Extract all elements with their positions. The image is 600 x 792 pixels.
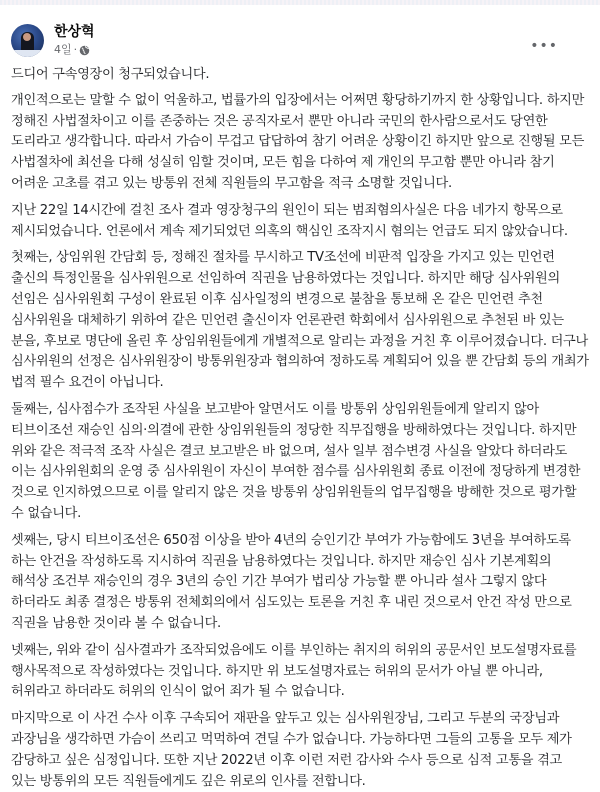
globe-icon[interactable] bbox=[79, 45, 90, 56]
post-headline: 드디어 구속영장이 청구되었습니다. bbox=[11, 67, 210, 82]
post-subline bbox=[54, 43, 95, 57]
facebook-post bbox=[0, 15, 600, 792]
top-border bbox=[0, 0, 600, 5]
post-paragraph: 마지막으로 이 사건 수사 이후 구속되어 재판을 앞두고 있는 심사위원장님, 그리고 두분의 국장님과 과장님을 생각하면 가슴이 쓰리고 먹먹하여 견딜 수가 없습니다. 가능하다면 그들의 고통을 모두 제가 감당하고 싶은 심정입니다. 또한 지난 2022년 이후 이런 저런 감사와 수사 등으로 심적 고통을 겪고 있는 방통위의 모든 직원들에게도 깊은 위로의 인사를 전합니다. bbox=[11, 711, 572, 789]
separator-dot: · bbox=[73, 43, 78, 56]
post-timestamp[interactable]: 4일 bbox=[54, 43, 72, 56]
post-paragraph: 개인적으로는 말할 수 없이 억울하고, 법률가의 입장에서는 어쩌면 황당하기까지 한 상황입니다. 하지만 정해진 사법절차이고 이를 존중하는 것은 공직자로서 뿐만 아니라 국민의 한사람으로서도 당연한 도리라고 생각합니다. 따라서 가슴이 무겁고 답답하여 참기 어려운 상황이긴 하지만 앞으로 진행될 모든 사법절차에 최선을 다해 성실히 임할 것이며, 모든 힘을 다하여 제 개인의 무고함 뿐만 아니라 참기 어려운 고초를 겪고 있는 방통위 전체 직원들의 무고함을 적극 소명할 것입니다. bbox=[11, 92, 585, 191]
post-paragraph: 첫째는, 상임위원 간담회 등, 정해진 절차를 무시하고 TV조선에 비판적 입장을 가지고 있는 민언련 출신의 특정인물을 심사위원으로 선임하여 직권을 남용하였다는 것입니다. 하지만 해당 심사위원의 선임은 심사위원회 구성이 완료된 이후 심사일정의 변경으로 불참을 통보해 온 같은 민언련 추천 심사위원을 대체하기 위하여 같은 민언련 출신이자 언론관련 학회에서 심사위원으로 추천된 바 있는 분을, 후보로 명단에 올린 후 상임위원들에게 개별적으로 알리는 과정을 거친 후 이루어졌습니다. 더구나 심사위원의 선정은 심사위원장이 방통위원장과 협의하여 정하도록 계획되어 있을 뿐 간담회 등의 개최가 법적 필수 요건이 아닙니다. bbox=[11, 250, 589, 391]
more-options-icon[interactable]: ••• bbox=[530, 38, 558, 54]
author-name[interactable]: 한상혁 bbox=[54, 24, 95, 40]
post-header bbox=[11, 15, 590, 65]
avatar-face bbox=[23, 33, 31, 41]
post-paragraph: 둘째는, 심사점수가 조작된 사실을 보고받아 알면서도 이를 방통위 상임위원들에게 알리지 않아 티브이조선 재승인 심의·의결에 관한 상임위원들의 정당한 직무집행을 방해하였다는 것입니다. 하지만 위와 같은 적극적 조작 사실은 결코 보고받은 바 없으며, 설사 일부 점수변경 사실을 알았다 하더라도 이는 심사위원회의 운영 중 심사위원이 자신이 부여한 점수를 심사위원회 종료 이전에 정당하게 변경한 것으로 인지하였으므로 이를 알리지 않은 것을 방통위 상임위원들의 업무집행을 방해한 것으로 평가할 수 없습니다. bbox=[11, 401, 581, 521]
post-paragraph: 넷째는, 위와 같이 심사결과가 조작되었음에도 이를 부인하는 취지의 허위의 공문서인 보도설명자료를 행사목적으로 작성하였다는 것입니다. 하지만 위 보도설명자료는 허위의 문서가 아닐 뿐 아니라, 허위라고 하더라도 허위의 인식이 없어 죄가 될 수 없습니다. bbox=[11, 642, 577, 700]
avatar-desk bbox=[11, 50, 44, 57]
post-body bbox=[11, 65, 590, 792]
post-paragraph: 셋째는, 당시 티브이조선은 650점 이상을 받아 4년의 승인기간 부여가 가능함에도 3년을 부여하도록 하는 안건을 작성하도록 지시하여 직권을 남용하였다는 것입니다. 하지만 재승인 심사 기본계획의 해석상 조건부 재승인의 경우 3년의 승인 기간 부여가 법리상 가능할 뿐 아니라 설사 그렇지 않다 하더라도 최종 결정은 방통위 전체회의에서 심도있는 토론을 거친 후 내린 것으로서 안건 작성 만으로 직권을 남용한 것이라 볼 수 없습니다. bbox=[11, 532, 572, 631]
post-paragraph: 지난 22일 14시간에 걸친 조사 결과 영장청구의 원인이 되는 범죄혐의사실은 다음 네가지 항목으로 제시되었습니다. 언론에서 계속 제기되었던 의혹의 핵심인 조작지시 혐의는 언급도 되지 않았습니다. bbox=[11, 202, 568, 239]
post-meta bbox=[54, 23, 95, 57]
author-avatar[interactable] bbox=[11, 24, 44, 57]
